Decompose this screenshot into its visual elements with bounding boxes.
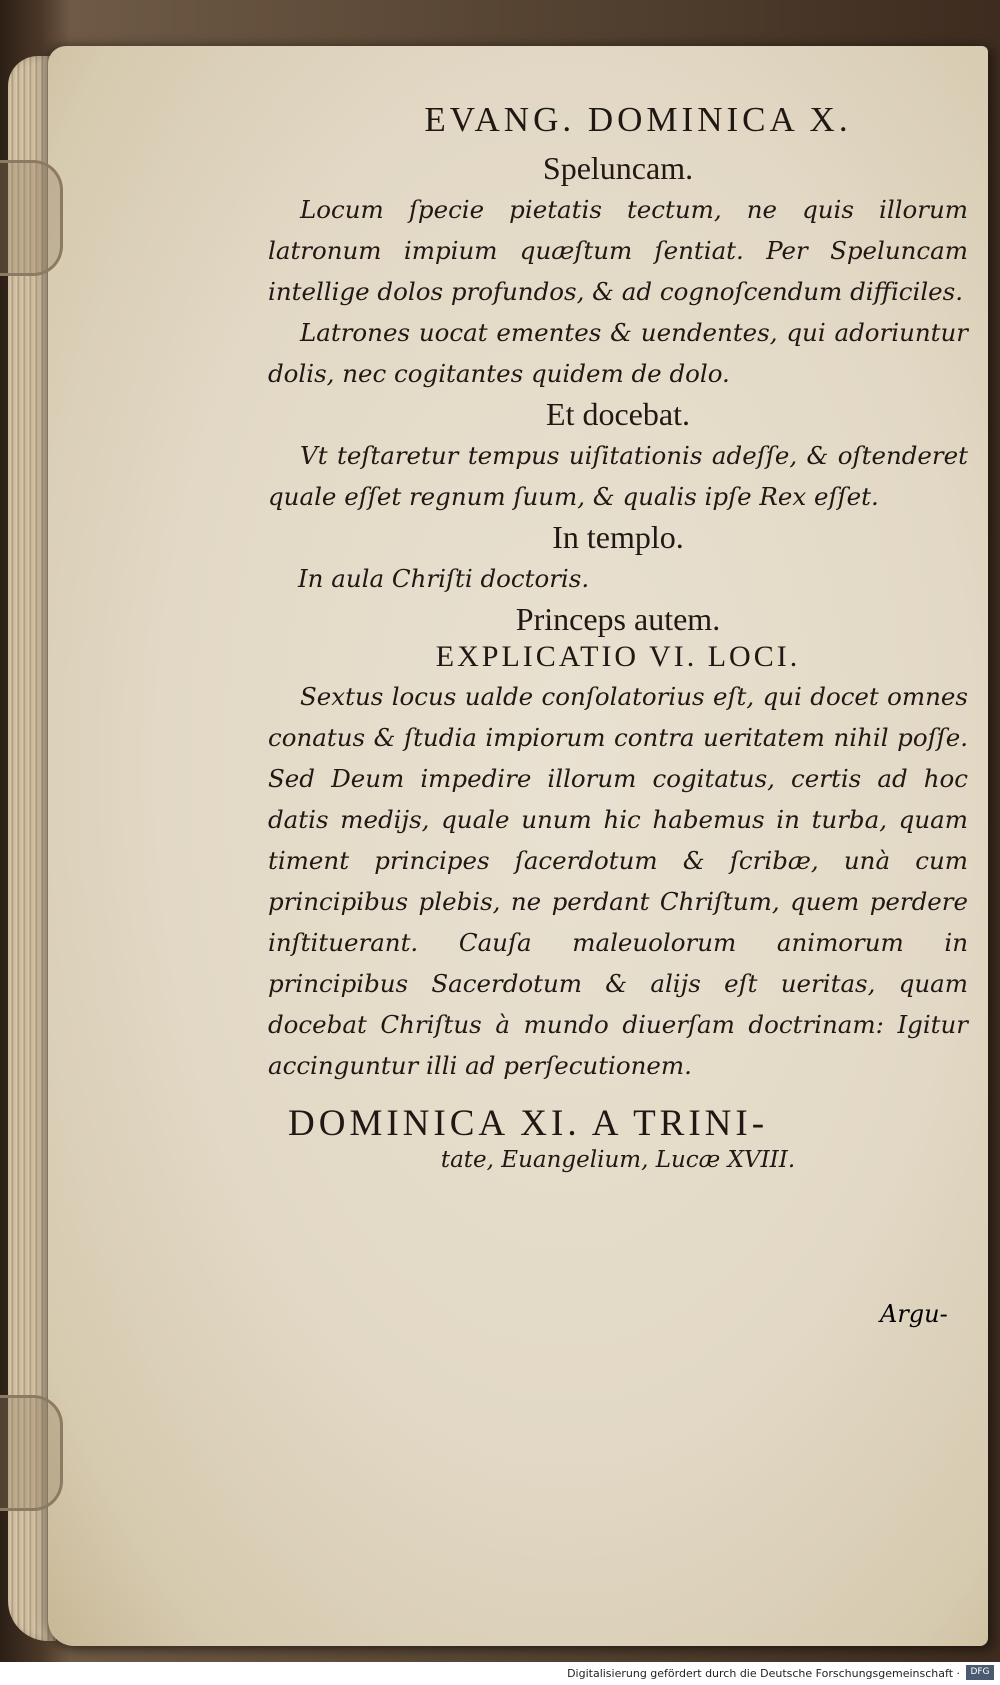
heading-speluncam: Speluncam.: [542, 150, 694, 186]
paragraph-3: Vt teſtaretur tempus uiſitationis adeſſe, & oſtenderet quale eſſet regnum ſuum, & qualis ipſe Rex eſſet.: [268, 441, 968, 511]
heading-et-docebat: Et docebat.: [546, 396, 690, 432]
running-header: EVANG. DOMINICA X.: [424, 100, 852, 139]
footer-credit: Digitalisierung gefördert durch die Deutsche Forschungsgemeinschaft ·: [567, 1667, 960, 1680]
clasp-bottom: [0, 1395, 63, 1511]
footer-bar: [0, 1662, 1000, 1685]
page-text: [268, 100, 968, 1173]
paragraph-2: Latrones uocat ementes & uendentes, qui adoriuntur dolis, nec cogitantes quidem de dolo.: [268, 318, 968, 388]
paragraph-1: Locum ſpecie pietatis tectum, ne quis illorum latronum impium quæſtum ſentiat. Per Speluncam intellige dolos profundos, & ad cognoſcendum difficiles.: [268, 195, 968, 306]
heading-explicatio: EXPLICATIO VI. LOCI.: [435, 640, 801, 673]
section-subtitle: tate, Euangelium, Lucæ XVIII.: [440, 1147, 796, 1173]
paragraph-5: Sextus locus ualde conſolatorius eſt, qui docet omnes conatus & ſtudia impiorum contra ueritatem nihil poſſe. Sed Deum impedire illorum cogitatus, certis ad hoc datis medijs, quale unum hic habemus in turba, quam timent principes ſacerdotum & ſcribæ, unà cum principibus plebis, ne perdant Chriſtum, quem perdere inſtituerant. Cauſa maleuolorum animorum in principibus Sacerdotum & alijs eſt ueritas, quam docebat Chriſtus à mundo diuerſam doctrinam: Igitur accinguntur illi ad perſecutionem.: [268, 682, 968, 1080]
heading-in-templo: In templo.: [552, 519, 684, 555]
paragraph-4: In aula Chriſti doctoris.: [298, 564, 590, 593]
catchword: Argu-: [880, 1300, 948, 1328]
dfg-logo: DFG: [966, 1665, 994, 1680]
section-title: DOMINICA XI. A TRINI-: [288, 1103, 769, 1144]
heading-princeps-autem: Princeps autem.: [515, 601, 721, 637]
clasp-top: [0, 160, 63, 276]
